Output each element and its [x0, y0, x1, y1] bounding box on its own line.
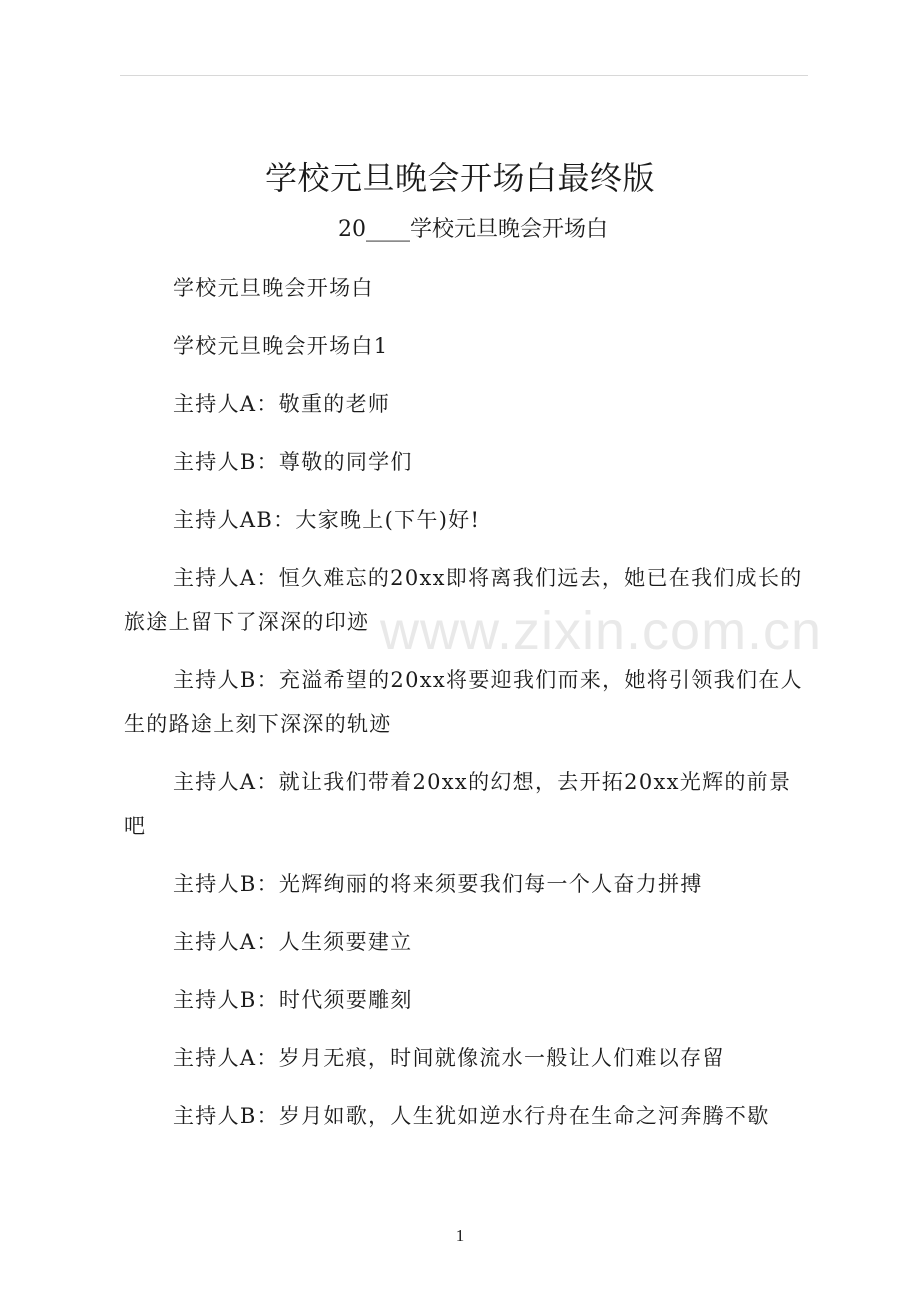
paragraph: 主持人AB：大家晚上(下午)好! — [173, 508, 481, 532]
paragraph: 学校元旦晚会开场白 — [173, 276, 374, 300]
page-title: 学校元旦晚会开场白最终版 — [264, 159, 655, 197]
paragraph: 学校元旦晚会开场白1 — [173, 334, 389, 358]
paragraph: 主持人B：时代须要雕刻 — [173, 988, 413, 1012]
paragraph: 主持人B：光辉绚丽的将来须要我们每一个人奋力拼搏 — [173, 872, 703, 896]
paragraph: 主持人B：尊敬的同学们 — [173, 450, 413, 474]
paragraph: 主持人B：岁月如歌，人生犹如逆水行舟在生命之河奔腾不歇 — [173, 1104, 770, 1128]
document-body — [124, 266, 808, 1152]
subtitle: 20____学校元旦晚会开场白 — [338, 217, 608, 242]
paragraph: 主持人A：岁月无痕，时间就像流水一般让人们难以存留 — [173, 1046, 725, 1070]
paragraph: 主持人A：就让我们带着20xx的幻想，去开拓20xx光辉的前景吧 — [124, 770, 792, 838]
watermark: www.zixin.com.cn — [380, 601, 823, 661]
paragraph: 主持人A：恒久难忘的20xx即将离我们远去，她已在我们成长的旅途上留下了深深的印迹 — [124, 566, 803, 634]
paragraph: 主持人A：敬重的老师 — [173, 392, 391, 416]
page-number: 1 — [455, 1226, 465, 1245]
header-rule — [120, 75, 808, 76]
paragraph: 主持人A：人生须要建立 — [173, 930, 413, 954]
paragraph: 主持人B：充溢希望的20xx将要迎我们而来，她将引领我们在人生的路途上刻下深深的轨迹 — [124, 668, 803, 736]
